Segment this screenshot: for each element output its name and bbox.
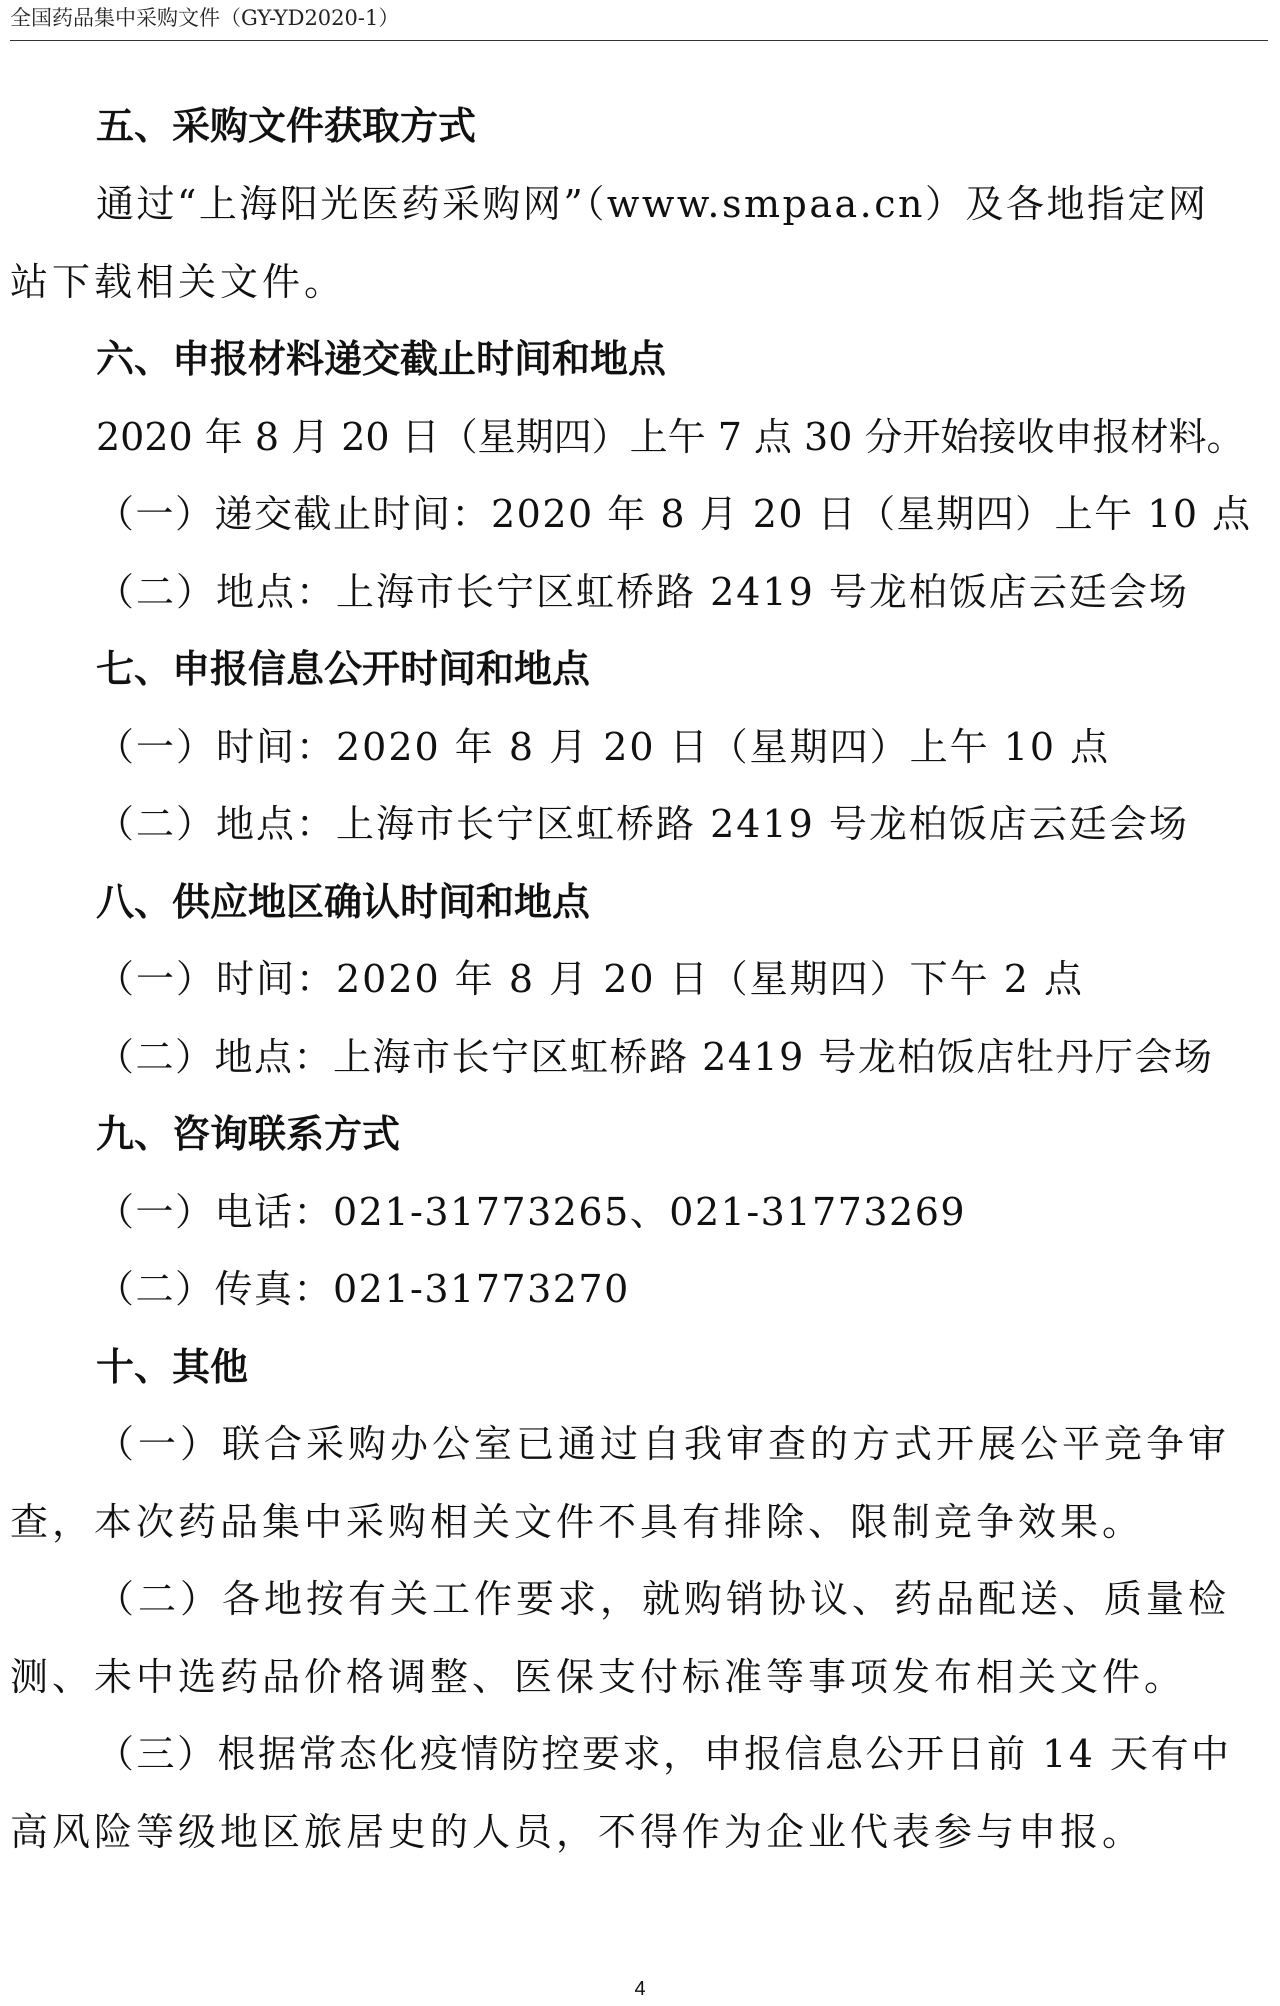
document-header-title: 全国药品集中采购文件（GY-YD2020-1） [10, 6, 400, 30]
section-5-heading: 五、采购文件获取方式 [96, 104, 477, 148]
section-5-paragraph-line-2: 站下载相关文件。 [10, 260, 347, 304]
section-8-item-1: （一）时间：2020 年 8 月 20 日（星期四）下午 2 点 [96, 957, 1084, 1001]
section-9-heading: 九、咨询联系方式 [96, 1112, 401, 1156]
header-divider [10, 40, 1268, 41]
section-8-item-2: （二）地点：上海市长宁区虹桥路 2419 号龙柏饭店牡丹厅会场 [96, 1035, 1214, 1079]
section-10-item-2-line-2: 测、未中选药品价格调整、医保支付标准等事项发布相关文件。 [10, 1655, 1187, 1699]
section-10-item-1-line-2: 查，本次药品集中采购相关文件不具有排除、限制竞争效果。 [10, 1500, 1145, 1544]
section-6-line-1: 2020 年 8 月 20 日（星期四）上午 7 点 30 分开始接收申报材料。 [96, 415, 1245, 459]
section-7-heading: 七、申报信息公开时间和地点 [96, 647, 591, 691]
section-10-heading: 十、其他 [96, 1345, 249, 1389]
section-6-item-1: （一）递交截止时间：2020 年 8 月 20 日（星期四）上午 10 点 [96, 492, 1252, 536]
section-6-item-2: （二）地点：上海市长宁区虹桥路 2419 号龙柏饭店云廷会场 [96, 570, 1189, 614]
section-10-item-1-line-1: （一）联合采购办公室已通过自我审查的方式开展公平竞争审 [96, 1422, 1231, 1466]
section-10-item-3-line-2: 高风险等级地区旅居史的人员，不得作为企业代表参与申报。 [10, 1810, 1145, 1854]
section-9-item-1: （一）电话：021-31773265、021-31773269 [96, 1190, 967, 1234]
section-10-item-2-line-1: （二）各地按有关工作要求，就购销协议、药品配送、质量检 [96, 1577, 1231, 1621]
page-number: 4 [634, 1978, 646, 2000]
section-8-heading: 八、供应地区确认时间和地点 [96, 880, 591, 924]
section-10-item-3-line-1: （三）根据常态化疫情防控要求，申报信息公开日前 14 天有中 [96, 1732, 1232, 1776]
section-9-item-2: （二）传真：021-31773270 [96, 1267, 630, 1311]
section-7-item-1: （一）时间：2020 年 8 月 20 日（星期四）上午 10 点 [96, 725, 1111, 769]
section-7-item-2: （二）地点：上海市长宁区虹桥路 2419 号龙柏饭店云廷会场 [96, 802, 1189, 846]
section-5-paragraph-line-1: 通过“上海阳光医药采购网”（www.smpaa.cn）及各地指定网 [96, 182, 1209, 226]
section-6-heading: 六、申报材料递交截止时间和地点 [96, 337, 667, 381]
